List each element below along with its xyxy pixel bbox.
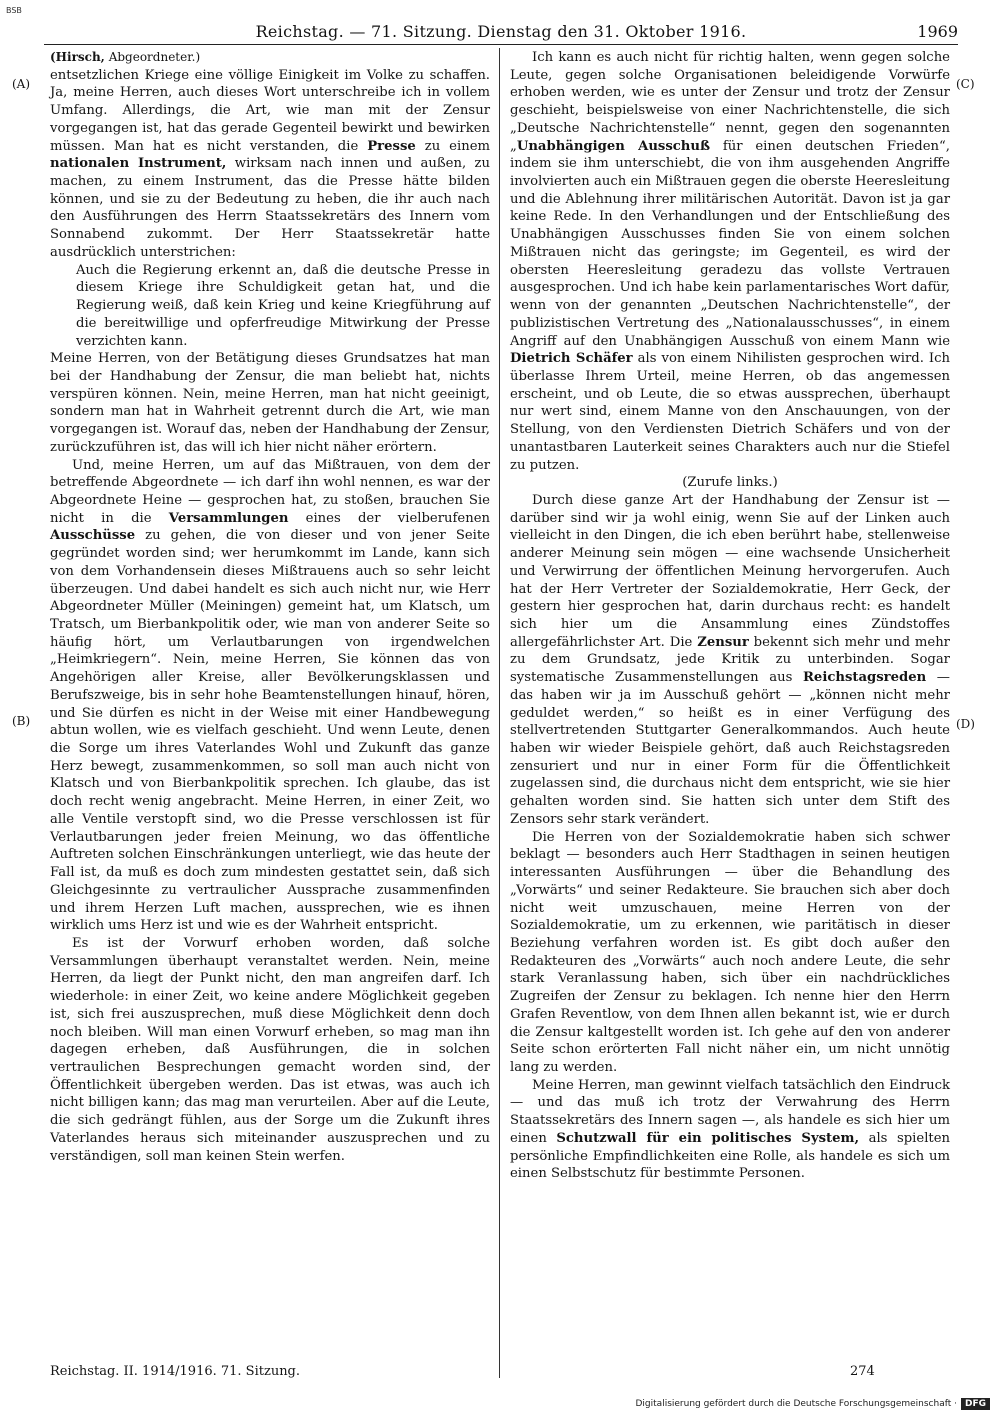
text-run: für einen deutschen Frieden“, indem sie ihm unterschiebt, die von ihm ausgehenden Angriffe involvierten auch ein Mißtrauen gegen die oberste Heeresleitung und die Ablehnung ihrer militärischen Autorität. Davon ist ja gar keine Rede. In den Verhandlungen und der Entschließung des Unabhängigen Ausschusses finden Sie von einem solchen Mißtrauen nicht das geringste; im Gegenteil, es wird der obersten Heeresleitung geradezu das vollste Vertrauen ausgesprochen. Und ich habe kein parlamentarisches Wort dafür, wenn von der genannten „Deutschen Nachrichtenstelle“, der publizistischen Vertretung des „Nationalausschusses“, in einem Angriff auf den Unabhängigen Ausschuß von einem Mann wie — [510, 138, 950, 349]
running-title: Reichstag. — 71. Sitzung. Dienstag den 31. Oktober 1916. — [255, 22, 747, 41]
emphasis: Zensur — [697, 634, 749, 650]
text-run: entsetzlichen Kriege eine völlige Einigkeit im Volke zu schaffen. Ja, meine Herren, auch dieses Wort unterschreibe ich in vollem Umfang. Allerdings, die Art, wie man mit der Zensur vorgegangen ist, hat das gerade Gegenteil bewirkt und bewirken müssen. Man hat es nicht verstanden, die — [50, 67, 490, 154]
text-run: als von einem Nihilisten gesprochen wird. Ich überlasse Ihrem Urteil, meine Herren, ob das angemessen erscheint, und ob Leute, die so etwas aussprechen, überhaupt nur wert sind, einem Manne von den Anschauungen, von der Stellung, von den Verdiensten Dietrich Schäfers und von der unantastbaren Lauterkeit seines Charakters auch nur die Stiefel zu putzen. — [510, 351, 950, 473]
text-run: Meine Herren, man gewinnt vielfach tatsächlich den Eindruck — und das muß ich trotz der Verwahrung des Herrn Staatssekretärs des Innern sagen —, als handele es sich hier um einen — [510, 1077, 950, 1146]
speaker-attribution — [50, 49, 490, 67]
emphasis: Schutzwall für ein politisches System, — [556, 1130, 860, 1146]
emphasis: Ausschüsse — [50, 528, 136, 544]
text-run: zu einem — [415, 138, 490, 154]
text-run: zu gehen, die von dieser und von jener Seite gegründet worden sind; wer herumkommt im Lande, kann sich von dem Vorhandensein dieses Mißtrauens auch so sehr leicht überzeugen. Und dabei handelt es sich auch nicht nur, wie Herr Abgeordneter Müller (Meiningen) gemeint hat, um Klatsch, um Tratsch, um Bierbankpolitik oder, wie man von anderer Seite so häufig hört, um Verlautbarungen von irgendwelchen „Heimkriegern“. Nein, meine Herren, Sie können das von Angehörigen aller Kreise, aller Bevölkerungsklassen und Berufszweige, bis in sehr hohe Beamtenstellungen hinauf, hören, und Sie dürfen es nicht in der Weise mit einer Handbewegung abtun wollen, wie es vielfach geschieht. Und wenn Leute, denen die Sorge um ihres Vaterlandes Wohl und Zukunft das ganze Herz bewegt, zusammenkommen, so soll man auch nicht von Klatsch und von Bierbankpolitik sprechen. Ich glaube, das ist doch recht wenig angebracht. Meine Herren, in einer Zeit, wo alle Ventile verstopft sind, wo die Presse verschlossen ist für Verlautbarungen jeder freien Meinung, wo das öffentliche Auftreten solchen Einschränkungen unterliegt, wie das heute der Fall ist, da muß es doch zum mindesten gestattet sein, daß sich Gleichgesinnte zu vertraulicher Aussprache zusammenfinden und ihrem Herzen Luft machen, aussprechen, wie es ihnen wirklich ums Herz ist und wie es der Wahrheit entspricht. — [50, 528, 490, 934]
column-divider — [499, 48, 500, 1378]
emphasis: Unabhängigen Ausschuß — [516, 138, 710, 154]
right-column — [510, 49, 950, 1183]
speaker-name: (Hirsch, — [50, 50, 105, 64]
text-run: eines der vielberufenen — [288, 510, 490, 526]
margin-letter-d: (D) — [956, 717, 975, 731]
emphasis: Presse — [367, 138, 416, 154]
text-run: wirksam nach innen und außen, zu machen, zu einem Instrument, das die Presse hätte bilden können, und sie zu der Bedeutung zu heben, die ihr auch nach den Ausführungen des Herrn Staatssekretärs des Innern vom Sonnabend zukommt. Der Herr Staatssekretär hatte ausdrücklich unterstrichen: — [50, 156, 490, 260]
footer-publication: Reichstag. II. 1914/1916. 71. Sitzung. — [50, 1364, 301, 1379]
library-mark: BSB — [6, 6, 22, 15]
paragraph — [50, 67, 490, 262]
text-run: bekennt sich mehr und mehr zu dem Grundsatz, jede Kritik zu unterbinden. Sogar systematische Zusammenstellungen aus — [510, 634, 950, 686]
speaker-role: Abgeordneter.) — [108, 50, 201, 64]
paragraph: Es ist der Vorwurf erhoben worden, daß solche Versammlungen überhaupt veranstaltet werden. Nein, meine Herren, da liegt der Punkt nicht, den man angreifen darf. Ich wiederhole: in einer Zeit, wo keine andere Möglichkeit gegeben ist, sich frei auszusprechen, muß diese Möglichkeit denn doch noch bleiben. Will man einen Vorwurf erheben, so mag man ihn dagegen erheben, daß Ausführungen, die in solchen vertraulichen Besprechungen gemacht worden sind, der Öffentlichkeit übergeben werden. Das ist etwas, was auch ich nicht billigen kann; das mag man verurteilen. Aber auf die Leute, die sich gedrängt fühlen, aus der Sorge um die Zukunft ihres Vaterlandes heraus sich miteinander auszusprechen und zu verständigen, soll man keinen Stein werfen. — [50, 935, 490, 1164]
dfg-logo: DFG — [961, 1398, 990, 1410]
digitization-credit — [636, 1398, 991, 1410]
emphasis: Dietrich Schäfer — [510, 351, 633, 367]
page-number: 1969 — [917, 22, 958, 41]
footer-signature: 274 — [850, 1364, 875, 1379]
text-run: Ich kann es auch nicht für richtig halten, wenn gegen solche Leute, gegen solche Organisationen beleidigende Vorwürfe erhoben werden, wie es unter der Zensur und trotz der Zensur geschieht, beispielsweise von einer Nachrichtenstelle, die sich „Deutsche Nachrichtenstelle“ nennt, gegen den sogenannten „ — [510, 50, 950, 154]
emphasis: Versammlungen — [168, 510, 289, 526]
margin-letter-a: (A) — [12, 77, 31, 91]
paragraph — [510, 1077, 950, 1183]
emphasis: nationalen Instrument, — [50, 156, 227, 172]
credit-text: Digitalisierung gefördert durch die Deutsche Forschungsgemeinschaft · — [635, 1399, 957, 1409]
paragraph — [50, 457, 490, 935]
left-column — [50, 49, 490, 1165]
paragraph — [510, 492, 950, 829]
margin-letter-b: (B) — [12, 714, 31, 728]
paragraph — [510, 49, 950, 474]
paragraph: Die Herren von der Sozialdemokratie haben sich schwer beklagt — besonders auch Herr Stadthagen in seinen heutigen interessanten Ausführungen — über die Behandlung des „Vorwärts“ und seiner Redakteure. Sie brauchen sich aber doch nicht weit umzuschauen, meine Herren von der Sozialdemokratie, um zu erkennen, wie paritätisch in dieser Beziehung verfahren worden ist. Es gibt doch außer den Redakteuren des „Vorwärts“ auch noch andere Leute, die sehr stark Veranlassung haben, sich über ein nachdrückliches Zugreifen der Zensur zu beklagen. Ich nenne hier den Herrn Grafen Reventlow, von dem Ihnen allen bekannt ist, wie er durch die Zensur kaltgestellt worden ist. Ich gehe auf den von anderer Seite schon erörterten Fall nicht näher ein, um nicht unnötig lang zu werden. — [510, 829, 950, 1075]
text-run: — das haben wir ja im Ausschuß gehört — „können nicht mehr geduldet werden,“ so heißt es in einer Verfügung des stellvertretenden Stuttgarter Generalkommandos. Auch heute haben wir wieder Beispiele gehört, daß auch Reichstagsreden zensuriert und nur in einer Form für die Öffentlichkeit zugelassen sind, die durchaus nicht dem entspricht, wie sie hier gehalten worden sind. Sie hatten sich unter dem Stift des Zensors sehr stark verändert. — [510, 670, 950, 827]
text-run: als spielten persönliche Empfindlichkeiten eine Rolle, als handele es sich um einen Selbstschutz für bestimmte Personen. — [510, 1130, 951, 1182]
emphasis: Reichstagsreden — [802, 670, 927, 686]
block-quote: Auch die Regierung erkennt an, daß die deutsche Presse in diesem Kriege ihre Schuldigkeit getan hat, und die Regierung weiß, daß kein Krieg und keine Kriegführung auf die bereitwillige und opferfreudige Mitwirkung der Presse verzichten kann. — [76, 262, 490, 349]
header-rule — [44, 44, 958, 45]
text-run: Und, meine Herren, um auf das Mißtrauen, von dem der betreffende Abgeordnete — ich darf ihn wohl nennen, es war der Abgeordnete Heine — gesprochen hat, zu stoßen, brauchen Sie nicht in die — [50, 457, 490, 526]
text-run: Durch diese ganze Art der Handhabung der Zensur ist — darüber sind wir ja wohl einig, wenn Sie auf der Linken auch vielleicht in den Dingen, die ich eben berührt habe, stellenweise anderer Meinung sein mögen — eine wachsende Unsicherheit und Verwirrung der öffentlichen Meinung hervorgerufen. Auch hat der Herr Vertreter der Sozialdemokratie, Herr Geck, der gestern hier gesprochen hat, darin durchaus recht: es handelt sich hier um die Ansammlung eines Zündstoffes allergefährlichster Art. Die — [510, 492, 950, 650]
page-header — [44, 20, 958, 44]
margin-letter-c: (C) — [956, 77, 975, 91]
interjection: (Zurufe links.) — [682, 475, 778, 491]
paragraph: Meine Herren, von der Betätigung dieses Grundsatzes hat man bei der Handhabung der Zensur, die man beliebt hat, nichts verspüren können. Nein, meine Herren, man hat nicht geeinigt, sondern man hat in Wahrheit getrennt durch die Art, wie man vorgegangen ist. Worauf das, neben der Handhabung der Zensur, zurückzuführen ist, das will ich hier nicht näher erörtern. — [50, 351, 490, 455]
